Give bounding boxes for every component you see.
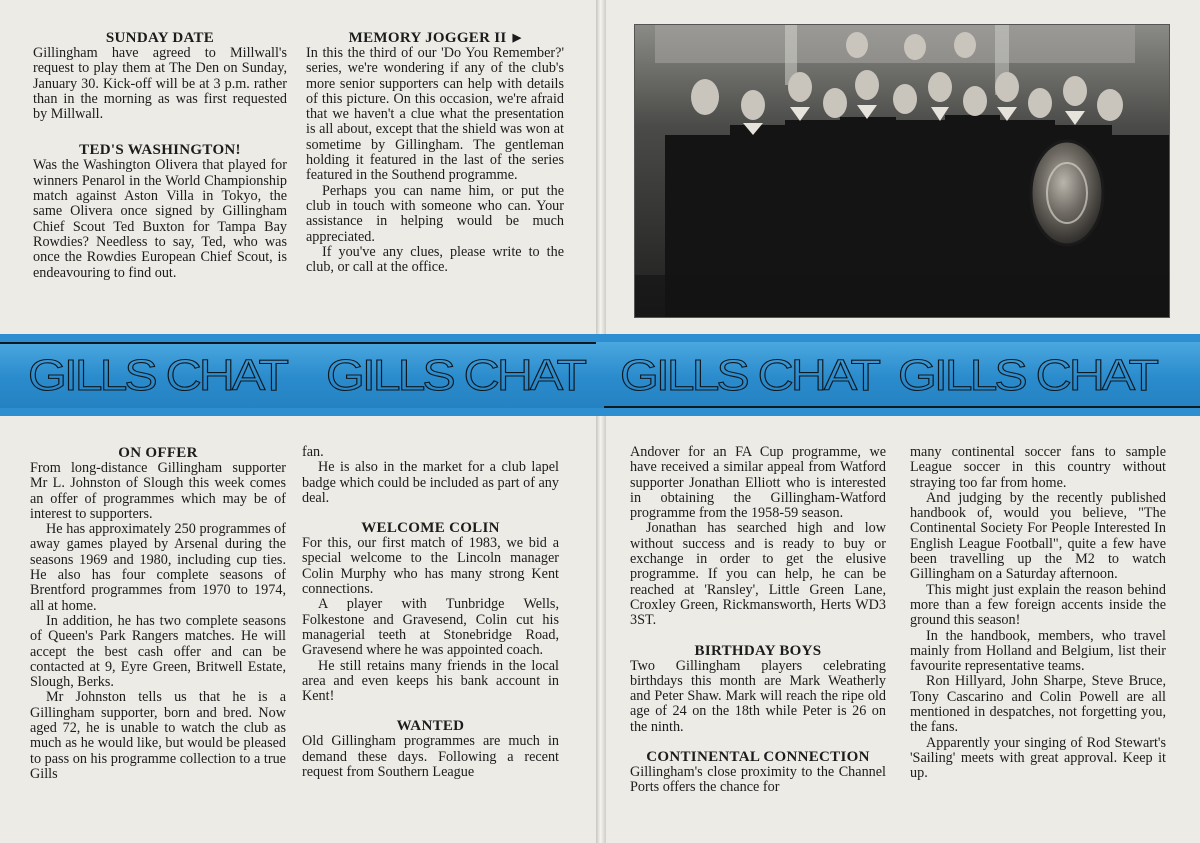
- on-offer-cont-para-2: He is also in the market for a club lapel badge which could be included as part of any deal.: [302, 459, 559, 506]
- wanted-cont-para-1: Andover for an FA Cup programme, we have received a similar appeal from Watford supporter Jonathan Elliott who is interested in obtaining the Gillingham-Watford programme from the 1958-59 season.: [630, 444, 886, 522]
- arrow-right-icon: ▶: [512, 32, 522, 44]
- memory-jogger-para-3: If you've any clues, please write to the club, or call at the office.: [306, 243, 564, 276]
- banner-title-3: GILLS CHAT: [620, 350, 879, 400]
- continental-body: Gillingham's close proximity to the Channel Ports offers the chance for: [630, 764, 886, 796]
- banner-rule-left: [0, 342, 596, 344]
- on-offer-para-3: In addition, he has two complete seasons of Queen's Park Rangers matches. He will accept the best cash offer and can be contacted at 9, Eyre Green, Britwell Estate, Slough, Berks.: [30, 612, 286, 691]
- col-left-top-2: [306, 30, 564, 275]
- sunday-date-body: Gillingham have agreed to Millwall's request to play them at The Den on Sunday, January 30. Kick-off will be at 3 p.m. rather than in the morning as was first requested by Millwall.: [33, 45, 287, 123]
- memory-jogger-para-2: Perhaps you can name him, or put the club in touch with someone who can. Your assistance in helping would be much appreciated.: [306, 182, 564, 245]
- banner-rule-right: [604, 406, 1200, 408]
- banner-title-1: GILLS CHAT: [28, 350, 287, 400]
- on-offer-para-1: From long-distance Gillingham supporter Mr L. Johnston of Slough this week comes an offer of programmes which may be of interest to supporters.: [30, 460, 286, 522]
- on-offer-cont-para-1: fan.: [302, 444, 324, 460]
- gills-chat-banner: [0, 334, 1200, 416]
- sunday-date-heading: SUNDAY DATE: [105, 30, 215, 46]
- col-right-bottom-2: [910, 445, 1166, 782]
- banner-title-4: GILLS CHAT: [898, 350, 1157, 400]
- continental-cont-para-2: And judging by the recently published handbook of, would you believe, "The Continental Society For People Interested In English League Football", quite a few have been travelling up the M2 to watch Gillingham on a Saturday afternoon.: [910, 489, 1166, 583]
- wanted-body: Old Gillingham programmes are much in demand these days. Following a recent request from Southern League: [302, 733, 559, 781]
- continental-cont-para-6: Apparently your singing of Rod Stewart's 'Sailing' meets with great approval. Keep it up.: [910, 734, 1166, 782]
- banner-title-2: GILLS CHAT: [326, 350, 585, 400]
- col-left-top-1: [33, 30, 287, 281]
- teds-washington-body: Was the Washington Olivera that played for winners Penarol in the World Championship match against Aston Villa in Tokyo, the same Olivera once signed by Gillingham Chief Scout Ted Buxton for Tampa Bay Rowdies? Needless to say, Ted, who was once the Rowdies European Chief Scout, is endeavouring to find out.: [33, 157, 287, 281]
- continental-cont-para-1: many continental soccer fans to sample League soccer in this country without straying too far from home.: [910, 444, 1166, 491]
- birthday-boys-heading: BIRTHDAY BOYS: [694, 642, 822, 659]
- welcome-colin-para-2: A player with Tunbridge Wells, Folkestone and Gravesend, Colin cut his managerial teeth at Stonebridge Road, Gravesend where he was appointed coach.: [302, 596, 559, 659]
- wanted-cont-para-2: Jonathan has searched high and low without success and is ready to buy or exchange in order to get the elusive programme. If you can help, he can be reached at 'Ransley', Little Green Lane, Croxley Green, Rickmansworth, Herts WD3 3ST.: [630, 520, 886, 629]
- col-left-bottom-1: [30, 445, 286, 782]
- continental-cont-para-3: This might just explain the reason behind more than a few foreign accents inside the ground this season!: [910, 581, 1166, 629]
- on-offer-para-4: Mr Johnston tells us that he is a Gillingham supporter, born and bred. Now aged 72, he is unable to watch the club as much as he would like, but would be pleased to pass on his programme collection to a true Gills: [30, 689, 286, 782]
- spine-gutter: [596, 0, 606, 843]
- birthday-boys-body: Two Gillingham players celebrating birthdays this month are Mark Weatherly and Peter Shaw. Mark will reach the ripe old age of 24 on the 18th while Peter is 26 on the ninth.: [630, 657, 886, 735]
- memory-jogger-heading-row: [306, 30, 564, 46]
- photo-illustration: [635, 25, 1169, 317]
- memory-jogger-heading: MEMORY JOGGER II: [348, 30, 507, 46]
- continental-heading: CONTINENTAL CONNECTION: [646, 749, 870, 766]
- on-offer-para-2: He has approximately 250 programmes of away games played by Arsenal during the seasons 1969 and 1980, including cup ties. He also has four complete seasons of Brentford programmes from 1970 to 1974, all at home.: [30, 521, 286, 614]
- teds-washington-heading: TED'S WASHINGTON!: [79, 142, 241, 159]
- continental-cont-para-5: Ron Hillyard, John Sharpe, Steve Bruce, Tony Cascarino and Colin Powell are all mentioned in despatches, not forgetting you, the fans.: [910, 673, 1166, 736]
- col-left-bottom-2: [302, 445, 559, 780]
- memory-jogger-para-1: In this the third of our 'Do You Remember?' series, we're wondering if any of the club's more senior supporters can help with details of this picture. On this occasion, we're afraid that we haven't a clue what the presentation is all about, except that the shield was won at sometime by Gillingham. The gentleman holding it featured in the last of the series featured in the Southend programme.: [306, 45, 564, 184]
- team-presentation-photo: [634, 24, 1170, 318]
- wanted-heading: WANTED: [396, 718, 465, 735]
- welcome-colin-para-1: For this, our first match of 1983, we bid a special welcome to the Lincoln manager Colin Murphy who has many strong Kent connections.: [302, 535, 559, 598]
- welcome-colin-para-3: He still retains many friends in the local area and even keeps his bank account in Kent!: [302, 657, 559, 705]
- on-offer-heading: ON OFFER: [118, 445, 198, 461]
- col-right-bottom-1: [630, 445, 886, 796]
- continental-cont-para-4: In the handbook, members, who travel mainly from Holland and Belgium, list their favourite representative teams.: [910, 627, 1166, 675]
- welcome-colin-heading: WELCOME COLIN: [361, 520, 500, 537]
